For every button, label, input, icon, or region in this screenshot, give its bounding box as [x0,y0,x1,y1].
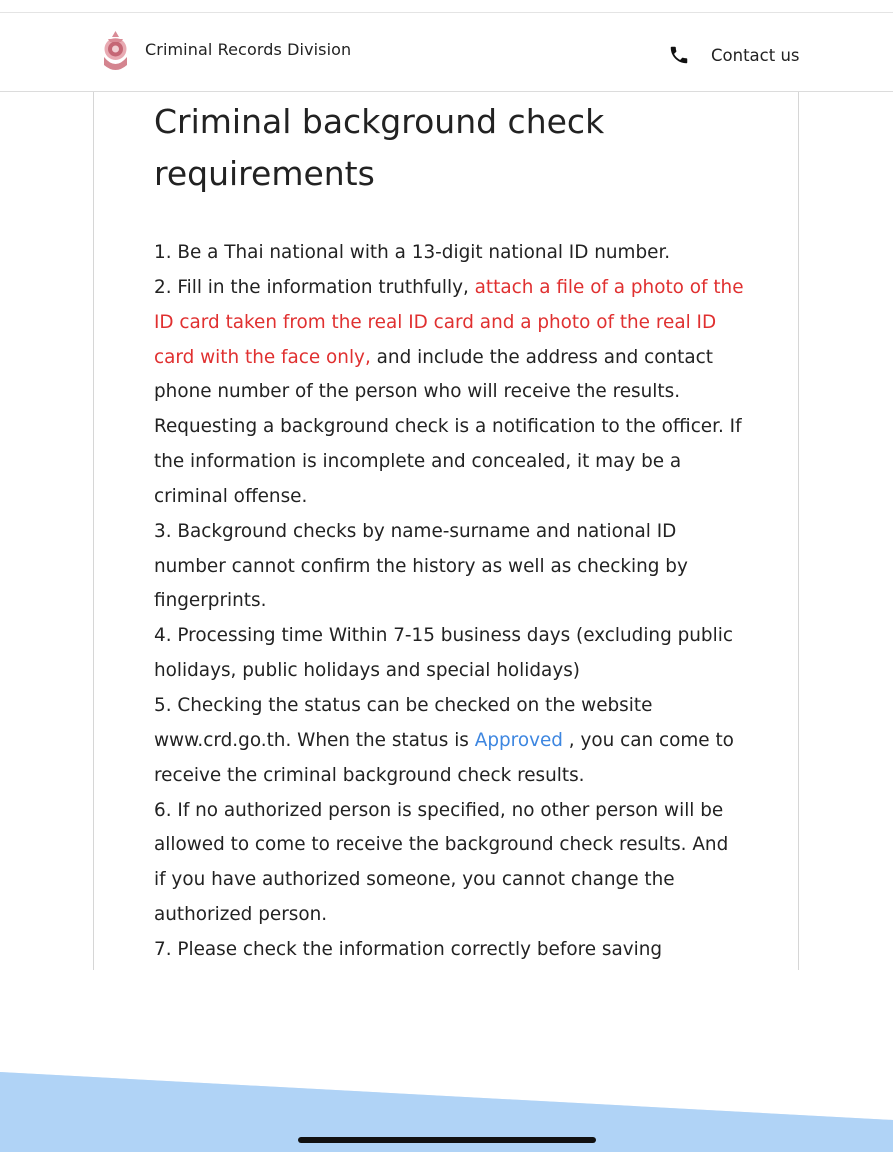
brand-title[interactable]: Criminal Records Division [145,40,352,59]
photo-attachment-highlight: attach a file of a photo of the ID card taken from the real ID card and a photo of the real ID card with the face only, [154,276,744,368]
requirement-item-5-start: 5. Checking the status can be checked on the website www.crd.go.th. When the status is [154,694,653,751]
requirement-item-5-end: , you can come to receive the criminal background check results. [154,729,734,786]
police-emblem-icon[interactable] [99,29,132,75]
requirement-item-2-start: 2. Fill in the information truthfully, [154,276,475,298]
contact-us-label: Contact us [711,45,800,65]
requirement-item-3: 3. Background checks by name-surname and national ID number cannot confirm the history as well as checking by fingerprints. [154,520,688,612]
requirement-item-1: 1. Be a Thai national with a 13-digit national ID number. [154,242,671,263]
requirement-item-2 [154,271,744,515]
home-indicator[interactable] [298,1137,596,1143]
approved-status-label: Approved [474,729,563,751]
requirement-item-4: 4. Processing time Within 7-15 business days (excluding public holidays, public holidays and special holidays) [154,625,733,682]
page-title: Criminal background check requirements [154,102,605,193]
phone-icon [668,44,690,66]
requirement-item-7: 7. Please check the information correctly before saving [154,938,663,960]
requirements-card [93,92,799,970]
requirement-item-5 [154,689,744,794]
site-header [0,13,893,92]
requirement-item-2-end: and include the address and contact phone number of the person who will receive the results. Requesting a background check is a notification to the officer. If the information is incomplete and concealed, it may be a criminal offense. [154,346,742,507]
contact-us-link[interactable] [668,43,800,67]
requirements-list [154,236,744,968]
requirement-item-6: 6. If no authorized person is specified, no other person will be allowed to come to receive the background check results. And if you have authorized someone, you cannot change the authorized person. [154,799,729,926]
